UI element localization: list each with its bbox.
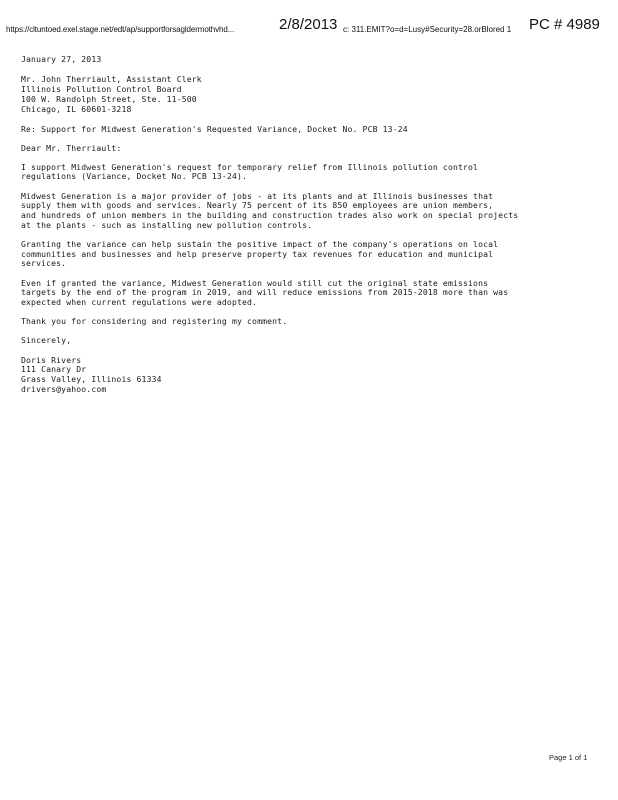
paragraph-line: at the plants - such as installing new pollution controls. xyxy=(21,220,313,230)
fax-header-url: https://cltuntoed.exel.stage.net/edt/ap/supportforsagldermothvhd... xyxy=(6,25,235,34)
fax-header-reference: c: 311.EMIT?o=d=Lusy#Security=28.orBlored 1 xyxy=(343,25,512,34)
paragraph-line: Even if granted the variance, Midwest Generation would still cut the original state emissions xyxy=(21,278,489,288)
paragraph-line: services. xyxy=(21,258,67,268)
recipient-line: 100 W. Randolph Street, Ste. 11-500 xyxy=(21,94,197,104)
paragraph-line: targets by the end of the program in 2019, and will reduce emissions from 2015-2018 more than was xyxy=(21,287,509,297)
paragraph-line: supply them with goods and services. Nearly 75 percent of its 850 employees are union members, xyxy=(21,200,494,210)
signature-line: drivers@yahoo.com xyxy=(21,384,107,394)
paragraph-line: regulations (Variance, Docket No. PCB 13-24). xyxy=(21,171,248,181)
letter-subject: Re: Support for Midwest Generation's Requested Variance, Docket No. PCB 13-24 xyxy=(21,124,408,134)
public-comment-number: PC # 4989 xyxy=(529,16,600,33)
page-number: Page 1 of 1 xyxy=(549,753,588,762)
paragraph-line: I support Midwest Generation's request for temporary relief from Illinois pollution control xyxy=(21,162,479,172)
paragraph-line: and hundreds of union members in the building and construction trades also work on special projects xyxy=(21,210,519,220)
signature-line: Grass Valley, Illinois 61334 xyxy=(21,374,162,384)
signature-line: 111 Canary Dr xyxy=(21,364,87,374)
recipient-line: Mr. John Therriault, Assistant Clerk xyxy=(21,74,202,84)
paragraph-line: Midwest Generation is a major provider of jobs - at its plants and at Illinois businesses that xyxy=(21,191,494,201)
recipient-line: Illinois Pollution Control Board xyxy=(21,84,182,94)
paragraph-line: expected when current regulations were adopted. xyxy=(21,297,258,307)
signature-line: Doris Rivers xyxy=(21,355,82,365)
letter-salutation: Dear Mr. Therriault: xyxy=(21,143,122,153)
letter-date: January 27, 2013 xyxy=(21,54,102,64)
paragraph-line: communities and businesses and help preserve property tax revenues for education and municipal xyxy=(21,249,494,259)
recipient-line: Chicago, IL 60601-3218 xyxy=(21,104,132,114)
paragraph-line: Thank you for considering and registering my comment. xyxy=(21,316,288,326)
fax-header-date: 2/8/2013 xyxy=(279,16,338,33)
paragraph-line: Granting the variance can help sustain the positive impact of the company's operations on local xyxy=(21,239,499,249)
letter-closing: Sincerely, xyxy=(21,335,72,345)
